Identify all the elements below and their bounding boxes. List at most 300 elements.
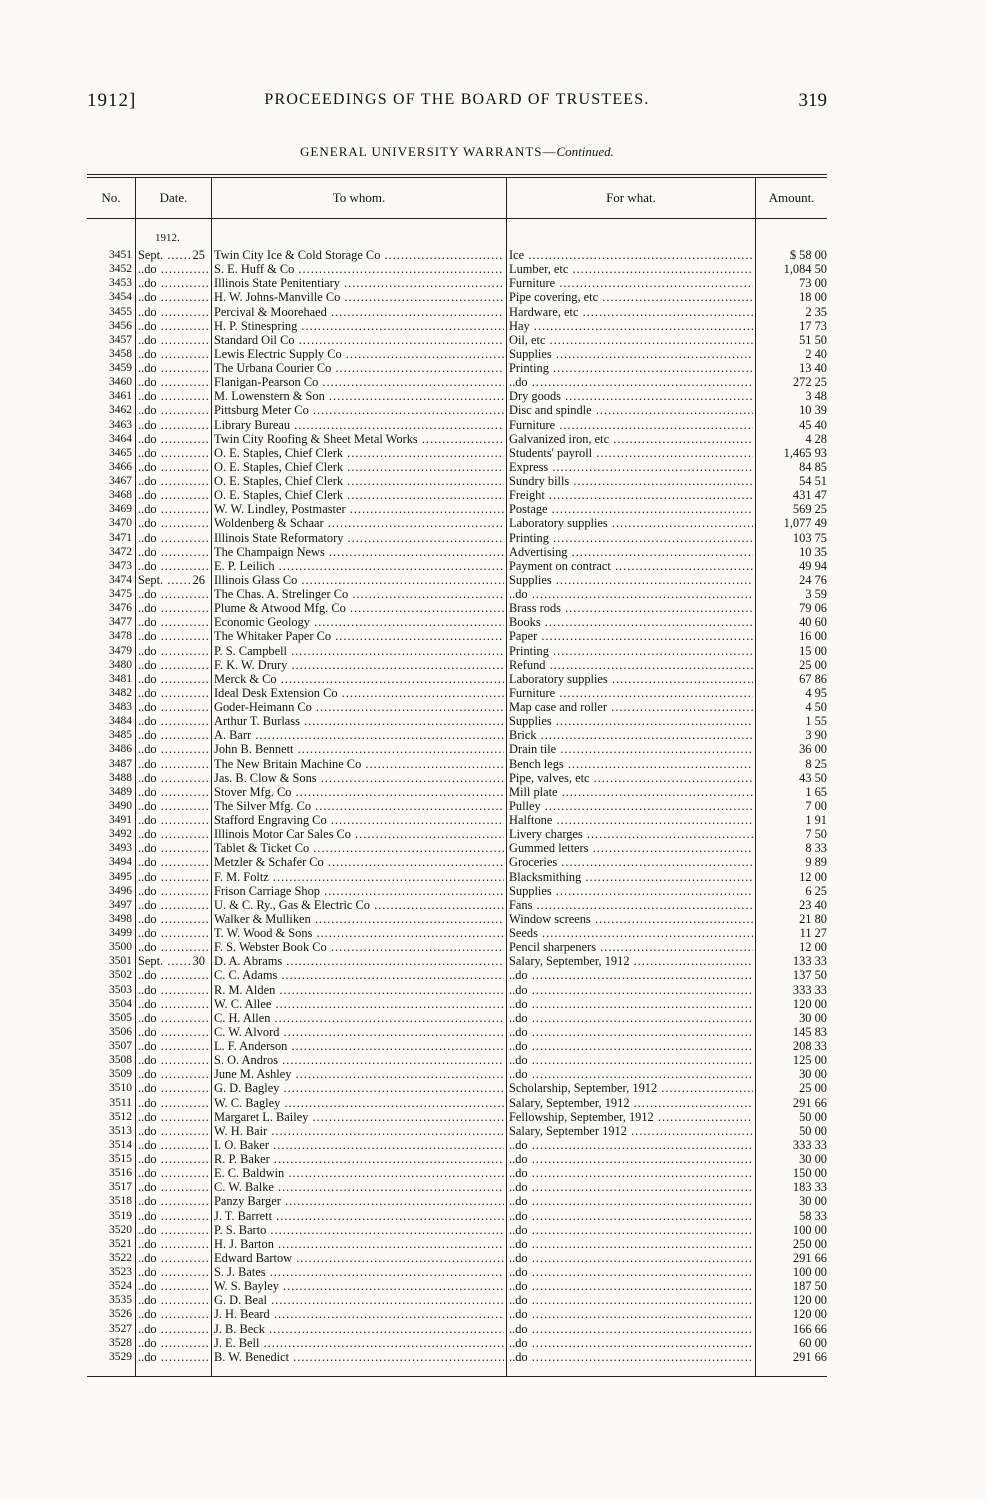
date-month: ..do ..... bbox=[138, 587, 208, 601]
column-header-date: Date. bbox=[159, 190, 188, 205]
date-month: ..do ..... bbox=[138, 1350, 208, 1364]
warrant-date bbox=[138, 1237, 208, 1251]
purpose: Freight ..... bbox=[509, 488, 753, 502]
purpose: Pencil sharpeners ..... bbox=[509, 940, 753, 954]
table-row bbox=[87, 700, 827, 714]
date-month: ..do ..... bbox=[138, 432, 208, 446]
column-header-to-whom: To whom. bbox=[332, 190, 386, 205]
purpose: ..do ..... bbox=[509, 1322, 753, 1336]
warrant-number: 3511 bbox=[109, 1096, 132, 1109]
table-row bbox=[87, 347, 827, 361]
warrant-date bbox=[138, 954, 208, 968]
date-month: ..do ..... bbox=[138, 785, 208, 799]
date-month: ..do ..... bbox=[138, 290, 208, 304]
date-month: ..do ..... bbox=[138, 672, 208, 686]
payee: T. W. Wood & Sons ..... bbox=[214, 926, 504, 940]
table-row bbox=[87, 1096, 827, 1110]
purpose: ..do ..... bbox=[509, 1194, 753, 1208]
warrant-date bbox=[138, 827, 208, 841]
purpose: ..do ..... bbox=[509, 1307, 753, 1321]
amount: 40 60 bbox=[799, 615, 827, 630]
payee: Margaret L. Bailey ..... bbox=[214, 1110, 504, 1124]
amount: 30 00 bbox=[799, 1194, 827, 1209]
table-row bbox=[87, 502, 827, 516]
warrant-number: 3486 bbox=[109, 743, 132, 756]
warrant-number: 3481 bbox=[109, 672, 132, 685]
payee: S. O. Andros ..... bbox=[214, 1053, 504, 1067]
warrant-number: 3480 bbox=[109, 658, 132, 671]
table-row bbox=[87, 686, 827, 700]
payee: F. K. W. Drury ..... bbox=[214, 658, 504, 672]
amount: 21 80 bbox=[799, 911, 827, 926]
date-month: ..do ..... bbox=[138, 1152, 208, 1166]
table-row bbox=[87, 785, 827, 799]
warrant-date bbox=[138, 516, 208, 530]
warrant-date bbox=[138, 559, 208, 573]
amount: 569 25 bbox=[792, 502, 827, 517]
warrant-date bbox=[138, 742, 208, 756]
warrant-date bbox=[138, 1223, 208, 1237]
warrant-number: 3473 bbox=[109, 559, 132, 572]
purpose: Gummed letters ..... bbox=[509, 841, 753, 855]
payee: The New Britain Machine Co ..... bbox=[214, 757, 504, 771]
purpose: Supplies ..... bbox=[509, 714, 753, 728]
date-month: ..do ..... bbox=[138, 658, 208, 672]
amount: 291 66 bbox=[792, 1349, 827, 1364]
date-month: ..do ..... bbox=[138, 1209, 208, 1223]
warrant-number: 3493 bbox=[109, 842, 132, 855]
purpose: Hardware, etc ..... bbox=[509, 305, 753, 319]
payee: P. S. Campbell ..... bbox=[214, 644, 504, 658]
amount: 36 00 bbox=[799, 742, 827, 757]
warrant-number: 3522 bbox=[109, 1251, 132, 1264]
date-month: ..do ..... bbox=[138, 488, 208, 502]
date-month: ..do ..... bbox=[138, 629, 208, 643]
warrant-date bbox=[138, 1039, 208, 1053]
payee: The Urbana Courier Co ..... bbox=[214, 361, 504, 375]
table-row bbox=[87, 954, 827, 968]
date-month: ..do ..... bbox=[138, 884, 208, 898]
warrant-date bbox=[138, 672, 208, 686]
warrant-date bbox=[138, 686, 208, 700]
warrant-date bbox=[138, 403, 208, 417]
payee: John B. Bennett ..... bbox=[214, 742, 504, 756]
payee: Economic Geology ..... bbox=[214, 615, 504, 629]
payee: Frison Carriage Shop ..... bbox=[214, 884, 504, 898]
date-month: ..do ..... bbox=[138, 841, 208, 855]
date-month: Sept. ..... bbox=[138, 954, 208, 968]
table-row bbox=[87, 658, 827, 672]
amount: 12 00 bbox=[799, 869, 827, 884]
warrant-date bbox=[138, 1209, 208, 1223]
payee: R. P. Baker ..... bbox=[214, 1152, 504, 1166]
warrant-number: 3509 bbox=[109, 1068, 132, 1081]
column-header-for-what: For what. bbox=[606, 190, 656, 205]
amount: 30 00 bbox=[799, 1067, 827, 1082]
amount: 3 48 bbox=[805, 389, 827, 404]
amount: 51 50 bbox=[799, 332, 827, 347]
warrant-date bbox=[138, 757, 208, 771]
warrant-date bbox=[138, 1081, 208, 1095]
purpose: Fans ..... bbox=[509, 898, 753, 912]
payee: Illinois State Reformatory ..... bbox=[214, 531, 504, 545]
table-row bbox=[87, 1209, 827, 1223]
table-row bbox=[87, 587, 827, 601]
warrant-number: 3470 bbox=[109, 517, 132, 530]
warrant-number: 3508 bbox=[109, 1054, 132, 1067]
table-row bbox=[87, 418, 827, 432]
payee: J. E. Bell ..... bbox=[214, 1336, 504, 1350]
warrant-number: 3491 bbox=[109, 814, 132, 826]
payee: Pittsburg Meter Co ..... bbox=[214, 403, 504, 417]
date-month: ..do ..... bbox=[138, 983, 208, 997]
warrant-number: 3523 bbox=[109, 1266, 132, 1278]
date-month: ..do ..... bbox=[138, 1237, 208, 1251]
date-month: ..do ..... bbox=[138, 728, 208, 742]
date-month: ..do ..... bbox=[138, 1180, 208, 1194]
purpose: ..do ..... bbox=[509, 983, 753, 997]
table-row bbox=[87, 474, 827, 488]
purpose: Supplies ..... bbox=[509, 573, 753, 587]
date-month: ..do ..... bbox=[138, 1067, 208, 1081]
amount: 100 00 bbox=[792, 1265, 827, 1279]
date-month: ..do ..... bbox=[138, 1011, 208, 1025]
amount: 100 00 bbox=[792, 1222, 827, 1237]
warrant-date bbox=[138, 545, 208, 559]
date-month: ..do ..... bbox=[138, 1279, 208, 1293]
purpose: ..do ..... bbox=[509, 1279, 753, 1293]
table-row bbox=[87, 1166, 827, 1180]
amount: 291 66 bbox=[792, 1250, 827, 1265]
payee: S. E. Huff & Co ..... bbox=[214, 262, 504, 276]
purpose: Scholarship, September, 1912 ..... bbox=[509, 1081, 753, 1095]
table-row bbox=[87, 1237, 827, 1251]
payee: M. Lowenstern & Son ..... bbox=[214, 389, 504, 403]
payee: W. W. Lindley, Postmaster ..... bbox=[214, 502, 504, 516]
date-month: ..do ..... bbox=[138, 997, 208, 1011]
warrant-date bbox=[138, 1180, 208, 1194]
table-row bbox=[87, 983, 827, 997]
warrant-number: 3503 bbox=[109, 983, 132, 996]
purpose: Groceries ..... bbox=[509, 855, 753, 869]
table-row bbox=[87, 1194, 827, 1208]
payee: O. E. Staples, Chief Clerk ..... bbox=[214, 474, 504, 488]
date-month: ..do ..... bbox=[138, 615, 208, 629]
date-month: ..do ..... bbox=[138, 898, 208, 912]
warrant-number: 3526 bbox=[109, 1308, 132, 1321]
payee: O. E. Staples, Chief Clerk ..... bbox=[214, 446, 504, 460]
warrant-date bbox=[138, 418, 208, 432]
table-row bbox=[87, 559, 827, 573]
table-row bbox=[87, 884, 827, 898]
warrant-date bbox=[138, 1138, 208, 1152]
warrant-date bbox=[138, 262, 208, 276]
table-row bbox=[87, 389, 827, 403]
top-rule-1 bbox=[87, 174, 827, 175]
table-row bbox=[87, 432, 827, 446]
amount: 16 00 bbox=[799, 629, 827, 644]
warrant-number: 3456 bbox=[109, 319, 132, 332]
purpose: Blacksmithing ..... bbox=[509, 870, 753, 884]
warrant-number: 3517 bbox=[109, 1181, 132, 1194]
date-month: ..do ..... bbox=[138, 516, 208, 530]
amount: 18 00 bbox=[799, 290, 827, 305]
payee: H. W. Johns-Manville Co ..... bbox=[214, 290, 504, 304]
amount: 43 50 bbox=[799, 770, 827, 785]
payee: F. M. Foltz ..... bbox=[214, 870, 504, 884]
purpose: Livery charges ..... bbox=[509, 827, 753, 841]
payee: The Silver Mfg. Co ..... bbox=[214, 799, 504, 813]
amount: 208 33 bbox=[792, 1039, 827, 1053]
amount: 2 35 bbox=[805, 304, 827, 319]
amount: 50 00 bbox=[799, 1109, 827, 1124]
amount: 6 25 bbox=[805, 883, 827, 898]
table-row bbox=[87, 1350, 827, 1364]
payee: H. J. Barton ..... bbox=[214, 1237, 504, 1251]
date-month: ..do ..... bbox=[138, 1166, 208, 1180]
date-month: ..do ..... bbox=[138, 870, 208, 884]
warrant-date bbox=[138, 601, 208, 615]
payee: Illinois Glass Co ..... bbox=[214, 573, 504, 587]
payee: Illinois State Penitentiary ..... bbox=[214, 276, 504, 290]
table-row bbox=[87, 276, 827, 290]
purpose: Disc and spindle ..... bbox=[509, 403, 753, 417]
date-month: ..do ..... bbox=[138, 1194, 208, 1208]
table-row bbox=[87, 248, 827, 262]
amount: 431 47 bbox=[792, 488, 827, 503]
date-month: ..do ..... bbox=[138, 700, 208, 714]
warrant-number: 3497 bbox=[109, 898, 132, 911]
table-row bbox=[87, 1081, 827, 1095]
payee: L. F. Anderson ..... bbox=[214, 1039, 504, 1053]
table-row bbox=[87, 446, 827, 460]
purpose: Salary, September, 1912 ..... bbox=[509, 1096, 753, 1110]
warrant-date bbox=[138, 290, 208, 304]
table-row bbox=[87, 460, 827, 474]
table-row bbox=[87, 827, 827, 841]
warrant-date bbox=[138, 1307, 208, 1321]
warrant-date bbox=[138, 658, 208, 672]
warrant-date bbox=[138, 771, 208, 785]
warrant-date bbox=[138, 1279, 208, 1293]
date-month: ..do ..... bbox=[138, 403, 208, 417]
date-month: ..do ..... bbox=[138, 347, 208, 361]
purpose: Pipe covering, etc ..... bbox=[509, 290, 753, 304]
purpose: ..do ..... bbox=[509, 1067, 753, 1081]
payee: O. E. Staples, Chief Clerk ..... bbox=[214, 488, 504, 502]
amount: 54 51 bbox=[799, 474, 827, 488]
warrant-date bbox=[138, 983, 208, 997]
table-row bbox=[87, 1251, 827, 1265]
warrant-date bbox=[138, 1025, 208, 1039]
amount: 67 86 bbox=[799, 671, 827, 686]
date-month: ..do ..... bbox=[138, 1322, 208, 1336]
warrant-date bbox=[138, 248, 208, 262]
purpose: Hay ..... bbox=[509, 319, 753, 333]
payee: W. H. Bair ..... bbox=[214, 1124, 504, 1138]
table-row bbox=[87, 898, 827, 912]
warrant-number: 3461 bbox=[109, 390, 132, 403]
payee: Edward Bartow ..... bbox=[214, 1251, 504, 1265]
purpose: Supplies ..... bbox=[509, 347, 753, 361]
warrant-date bbox=[138, 1011, 208, 1025]
payee: Twin City Ice & Cold Storage Co ..... bbox=[214, 248, 504, 262]
payee: R. M. Alden ..... bbox=[214, 983, 504, 997]
table-row bbox=[87, 771, 827, 785]
warrant-date bbox=[138, 912, 208, 926]
warrant-date bbox=[138, 1251, 208, 1265]
purpose: Advertising ..... bbox=[509, 545, 753, 559]
amount: 166 66 bbox=[792, 1321, 827, 1336]
date-month: ..do ..... bbox=[138, 714, 208, 728]
warrant-number: 3516 bbox=[109, 1167, 132, 1180]
payee: C. H. Allen ..... bbox=[214, 1011, 504, 1025]
payee: Twin City Roofing & Sheet Metal Works ..... bbox=[214, 432, 504, 446]
amount: 79 06 bbox=[799, 601, 827, 616]
table-row bbox=[87, 870, 827, 884]
warrant-date bbox=[138, 728, 208, 742]
purpose: Printing ..... bbox=[509, 531, 753, 545]
warrant-number: 3467 bbox=[109, 475, 132, 487]
amount: 10 39 bbox=[799, 403, 827, 418]
purpose: ..do ..... bbox=[509, 587, 753, 601]
table-row bbox=[87, 757, 827, 771]
date-month: ..do ..... bbox=[138, 319, 208, 333]
payee: S. J. Bates ..... bbox=[214, 1265, 504, 1279]
date-month: ..do ..... bbox=[138, 389, 208, 403]
amount: 13 40 bbox=[799, 361, 827, 375]
warrant-number: 3527 bbox=[109, 1322, 132, 1335]
warrant-date bbox=[138, 531, 208, 545]
payee: Flanigan-Pearson Co ..... bbox=[214, 375, 504, 389]
table-row bbox=[87, 1110, 827, 1124]
table-row bbox=[87, 290, 827, 304]
date-month: ..do ..... bbox=[138, 502, 208, 516]
warrant-date bbox=[138, 389, 208, 403]
payee: D. A. Abrams ..... bbox=[214, 954, 504, 968]
warrant-date bbox=[138, 488, 208, 502]
warrant-number: 3529 bbox=[109, 1350, 132, 1363]
amount: 333 33 bbox=[792, 982, 827, 997]
warrant-number: 3521 bbox=[109, 1237, 132, 1250]
purpose: Express ..... bbox=[509, 460, 753, 474]
payee: Panzy Barger ..... bbox=[214, 1194, 504, 1208]
purpose: Halftone ..... bbox=[509, 813, 753, 827]
purpose: ..do ..... bbox=[509, 375, 753, 389]
payee: J. H. Beard ..... bbox=[214, 1307, 504, 1321]
purpose: Paper ..... bbox=[509, 629, 753, 643]
table-row bbox=[87, 855, 827, 869]
warrant-number: 3506 bbox=[109, 1025, 132, 1038]
amount: 1,084 50 bbox=[783, 262, 827, 277]
purpose: ..do ..... bbox=[509, 1138, 753, 1152]
payee: Percival & Moorehaed ..... bbox=[214, 305, 504, 319]
purpose: ..do ..... bbox=[509, 1025, 753, 1039]
warrant-number: 3488 bbox=[109, 771, 132, 784]
amount: $ 58 00 bbox=[789, 248, 827, 262]
warrant-number: 3504 bbox=[109, 997, 132, 1010]
warrant-date bbox=[138, 1152, 208, 1166]
table-row bbox=[87, 1265, 827, 1279]
table-row bbox=[87, 1039, 827, 1053]
purpose: ..do ..... bbox=[509, 1152, 753, 1166]
date-month: ..do ..... bbox=[138, 813, 208, 827]
table-row bbox=[87, 1336, 827, 1350]
warrant-date bbox=[138, 361, 208, 375]
warrant-date bbox=[138, 870, 208, 884]
purpose: ..do ..... bbox=[509, 968, 753, 982]
date-month: ..do ..... bbox=[138, 361, 208, 375]
payee: Merck & Co ..... bbox=[214, 672, 504, 686]
purpose: Seeds ..... bbox=[509, 926, 753, 940]
table-row bbox=[87, 1293, 827, 1307]
warrant-date bbox=[138, 884, 208, 898]
payee: W. C. Allee ..... bbox=[214, 997, 504, 1011]
purpose: Printing ..... bbox=[509, 644, 753, 658]
amount: 333 33 bbox=[792, 1137, 827, 1152]
amount: 4 28 bbox=[805, 431, 827, 446]
warrant-date bbox=[138, 333, 208, 347]
amount: 1 55 bbox=[805, 714, 827, 729]
date-month: ..do ..... bbox=[138, 1025, 208, 1039]
amount: 187 50 bbox=[792, 1279, 827, 1294]
purpose: Refund ..... bbox=[509, 658, 753, 672]
warrant-number: 3483 bbox=[109, 701, 132, 713]
table-row bbox=[87, 940, 827, 954]
warrant-number: 3499 bbox=[109, 927, 132, 939]
warrant-date bbox=[138, 926, 208, 940]
date-month: ..do ..... bbox=[138, 1096, 208, 1110]
purpose: ..do ..... bbox=[509, 1180, 753, 1194]
payee: W. S. Bayley ..... bbox=[214, 1279, 504, 1293]
payee: B. W. Benedict ..... bbox=[214, 1350, 504, 1364]
purpose: Pipe, valves, etc ..... bbox=[509, 771, 753, 785]
warrant-date bbox=[138, 502, 208, 516]
warrant-number: 3457 bbox=[109, 333, 132, 346]
purpose: Galvanized iron, etc ..... bbox=[509, 432, 753, 446]
date-month: ..do ..... bbox=[138, 1251, 208, 1265]
date-month: ..do ..... bbox=[138, 545, 208, 559]
payee: Ideal Desk Extension Co ..... bbox=[214, 686, 504, 700]
date-month: ..do ..... bbox=[138, 418, 208, 432]
purpose: ..do ..... bbox=[509, 1166, 753, 1180]
amount: 250 00 bbox=[792, 1236, 827, 1251]
purpose: Books ..... bbox=[509, 615, 753, 629]
table-row bbox=[87, 319, 827, 333]
table-row bbox=[87, 742, 827, 756]
amount: 49 94 bbox=[799, 558, 827, 573]
warrant-number: 3454 bbox=[109, 291, 132, 304]
warrant-date bbox=[138, 1053, 208, 1067]
date-month: ..do ..... bbox=[138, 305, 208, 319]
amount: 24 76 bbox=[799, 572, 827, 587]
warrant-date bbox=[138, 1110, 208, 1124]
warrant-number: 3505 bbox=[109, 1011, 132, 1024]
warrant-number: 3489 bbox=[109, 785, 132, 798]
date-month: ..do ..... bbox=[138, 926, 208, 940]
warrant-date bbox=[138, 997, 208, 1011]
amount: 3 90 bbox=[805, 728, 827, 743]
table-row bbox=[87, 305, 827, 319]
purpose: ..do ..... bbox=[509, 1039, 753, 1053]
amount: 4 95 bbox=[805, 685, 827, 700]
date-month: Sept. ..... bbox=[138, 248, 208, 262]
payee: Tablet & Ticket Co ..... bbox=[214, 841, 504, 855]
table-row bbox=[87, 1152, 827, 1166]
warrant-number: 3490 bbox=[109, 799, 132, 812]
purpose: Postage ..... bbox=[509, 502, 753, 516]
warrant-number: 3471 bbox=[109, 531, 132, 544]
